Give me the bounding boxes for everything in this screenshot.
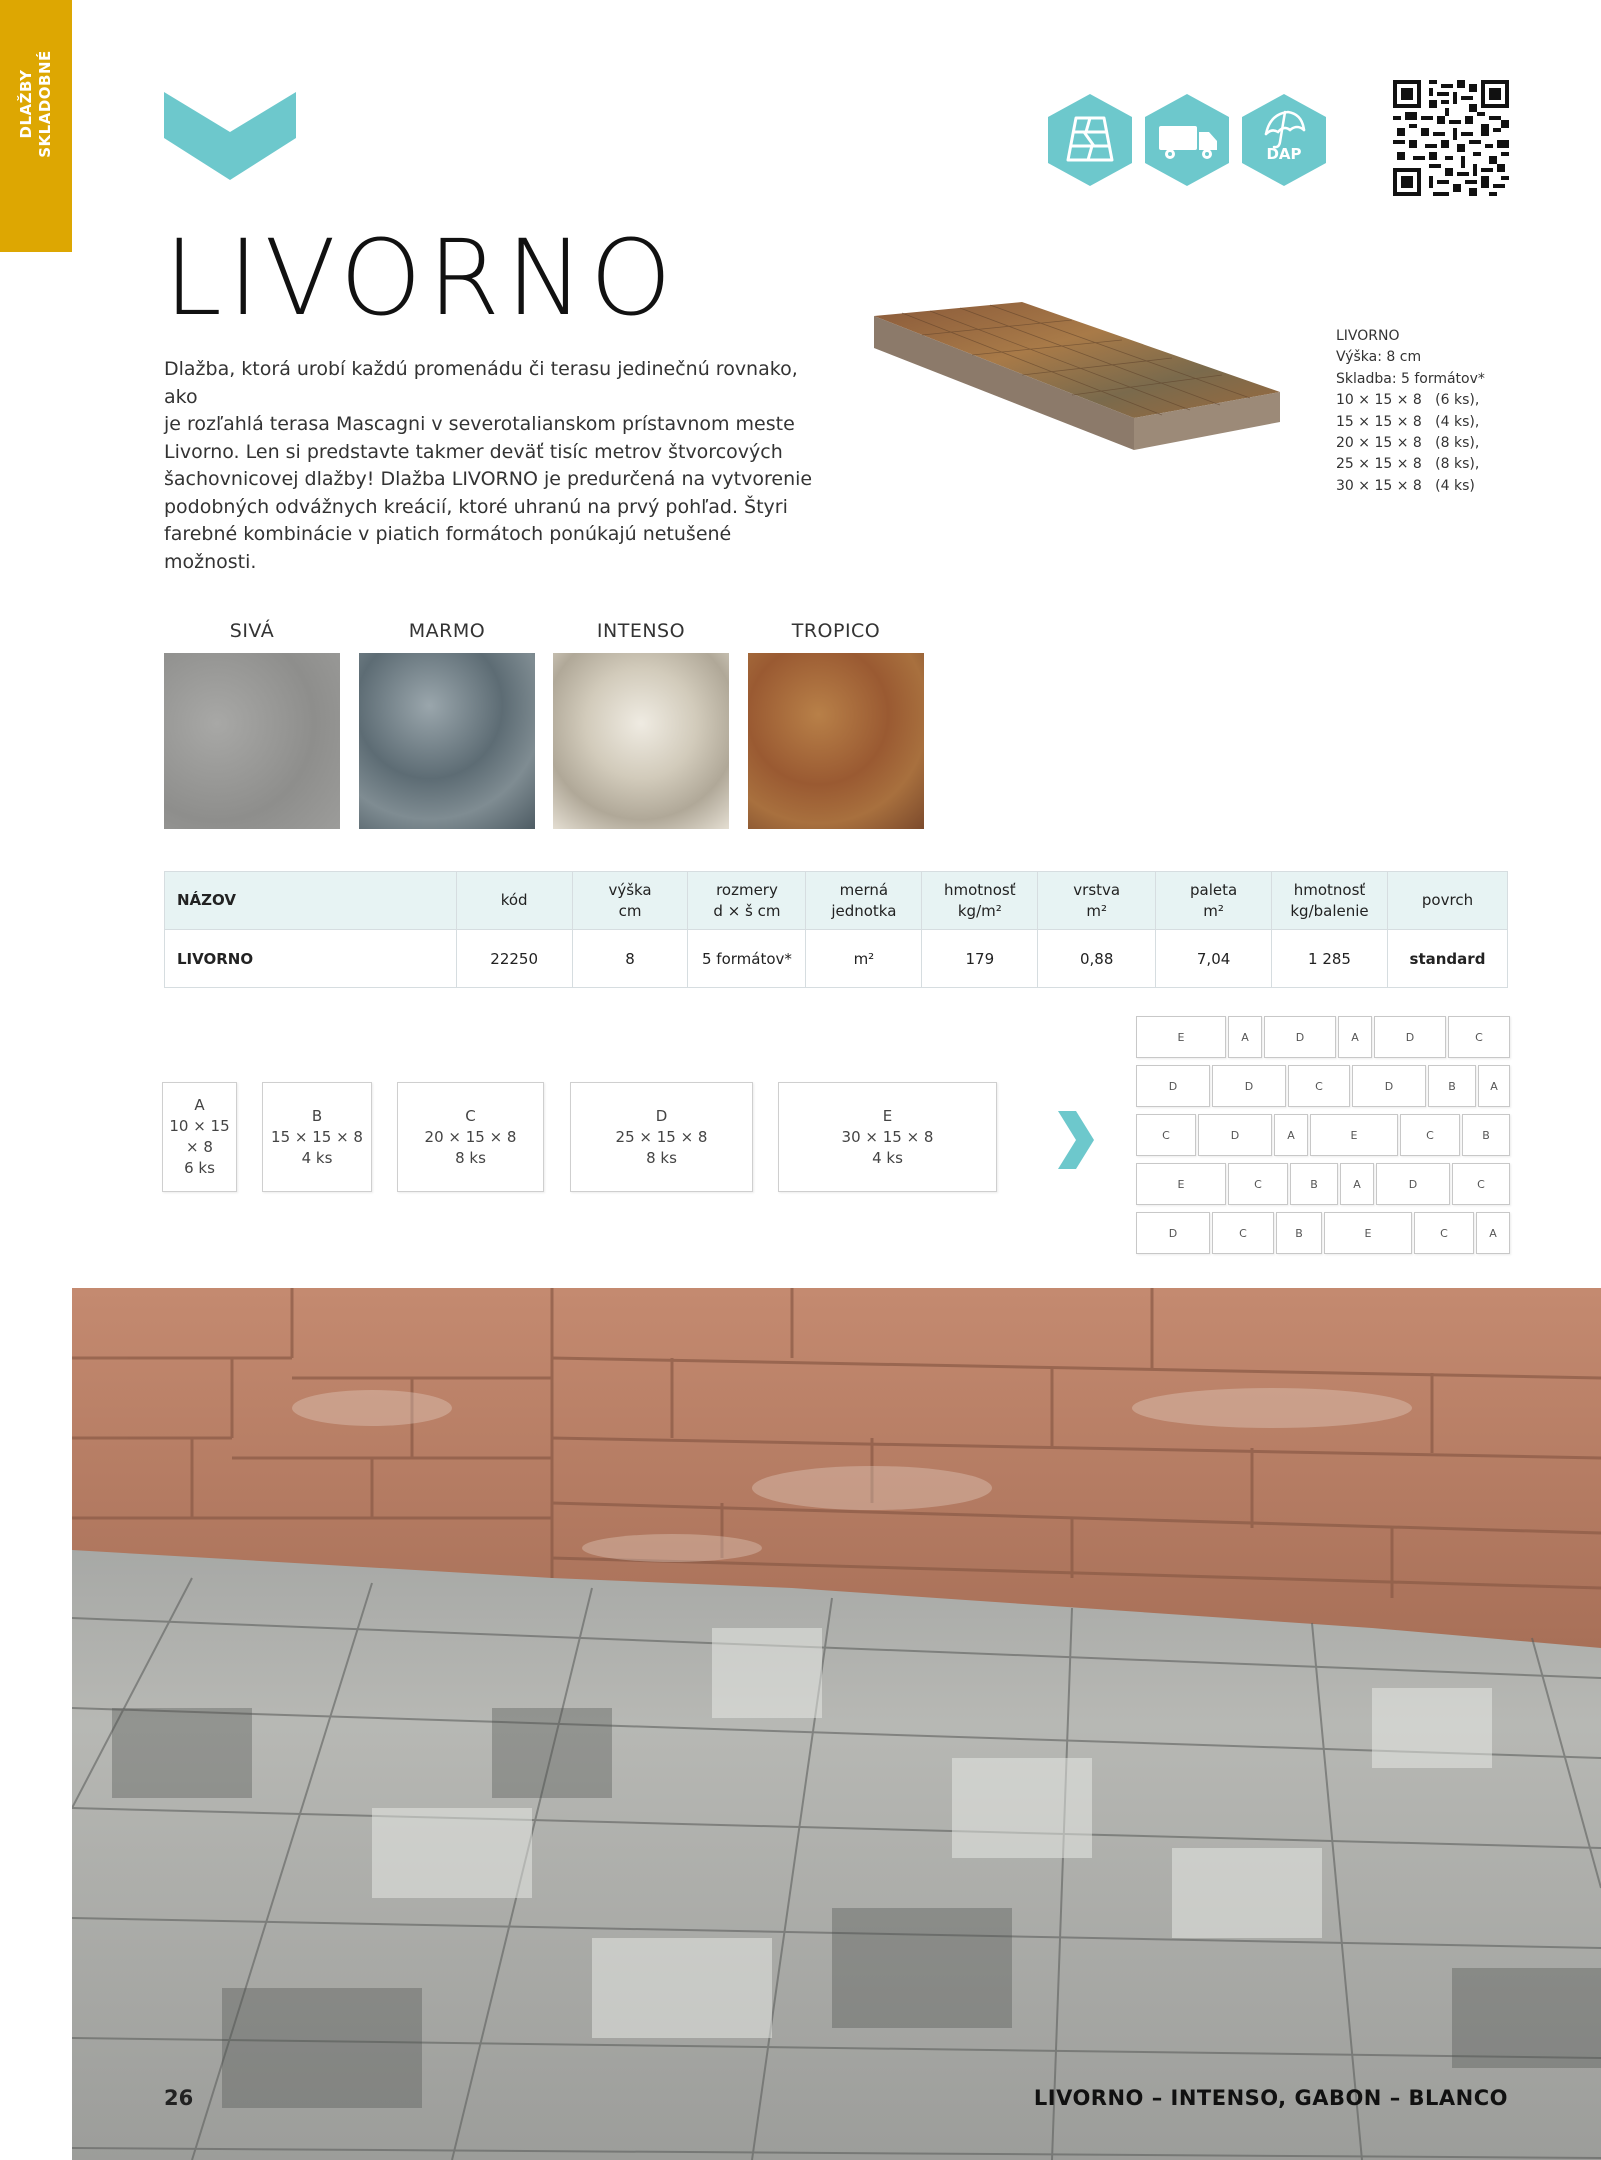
pattern-tile: D <box>1198 1114 1272 1156</box>
format-count: 8 ks <box>455 1148 486 1167</box>
product-table <box>164 871 1508 988</box>
format-size: 10 × 15 × 8 <box>169 1117 230 1156</box>
cell-unit: m² <box>806 930 922 988</box>
th-name: NÁZOV <box>165 872 457 930</box>
pattern-tile: C <box>1448 1016 1510 1058</box>
th-code: kód <box>456 872 572 930</box>
cell-layer: 0,88 <box>1038 930 1156 988</box>
section-tab <box>0 0 72 252</box>
format-box-a <box>162 1082 237 1192</box>
swatch-intenso <box>553 653 729 829</box>
truck-icon <box>1143 92 1231 188</box>
pattern-tile: E <box>1324 1212 1412 1254</box>
swatch-label-siva: SIVÁ <box>229 620 275 642</box>
pattern-tile: A <box>1476 1212 1510 1254</box>
spec-item: 25 × 15 × 8 (8 ks), <box>1336 456 1480 473</box>
spec-item: 15 × 15 × 8 (4 ks), <box>1336 413 1480 430</box>
pattern-tile: A <box>1478 1065 1510 1107</box>
intro-line: Livorno. Len si predstavte takmer deväť tisíc metrov štvorcových <box>164 440 783 463</box>
cell-height: 8 <box>572 930 688 988</box>
spec-item: 10 × 15 × 8 (6 ks), <box>1336 392 1480 409</box>
spec-block <box>1336 326 1556 497</box>
format-box-b <box>262 1082 372 1192</box>
pattern-tile: A <box>1274 1114 1308 1156</box>
format-letter: E <box>882 1106 893 1125</box>
pattern-tile: D <box>1352 1065 1426 1107</box>
pattern-tile: D <box>1264 1016 1336 1058</box>
pattern-tile: A <box>1340 1163 1374 1205</box>
spec-item: 20 × 15 × 8 (8 ks), <box>1336 435 1480 452</box>
format-count: 8 ks <box>646 1148 677 1167</box>
th-weight: hmotnosť kg/m² <box>922 872 1038 930</box>
intro-text <box>164 356 824 576</box>
qr-code-icon <box>1393 80 1509 196</box>
format-box-c <box>397 1082 544 1192</box>
cell-package-weight: 1 285 <box>1272 930 1388 988</box>
format-letter: C <box>465 1106 476 1125</box>
spec-composition: Skladba: 5 formátov* <box>1336 370 1485 387</box>
swatch-label-intenso: INTENSO <box>596 620 686 642</box>
th-layer: vrstva m² <box>1038 872 1156 930</box>
format-count: 6 ks <box>184 1159 215 1177</box>
terrace-photo <box>72 1288 1601 2160</box>
pattern-tile: C <box>1228 1163 1288 1205</box>
th-surface: povrch <box>1387 872 1507 930</box>
swatch-tropico <box>748 653 924 829</box>
pattern-tile: C <box>1400 1114 1460 1156</box>
cell-pallet: 7,04 <box>1156 930 1272 988</box>
page-number: 26 <box>164 2086 194 2110</box>
table-row <box>165 930 1508 988</box>
photo-caption: LIVORNO – INTENSO, GABON – BLANCO <box>1033 2086 1508 2110</box>
cell-surface: standard <box>1387 930 1507 988</box>
spec-height: Výška: 8 cm <box>1336 349 1422 366</box>
pattern-tile: A <box>1338 1016 1372 1058</box>
pattern-tile: C <box>1288 1065 1350 1107</box>
page-title: LIVORNO <box>164 217 678 339</box>
th-height: výška cm <box>572 872 688 930</box>
umbrella-icon <box>1240 92 1328 188</box>
pattern-tile: D <box>1136 1065 1210 1107</box>
chevron-right-icon <box>1056 1111 1096 1169</box>
pattern-tile: B <box>1462 1114 1510 1156</box>
format-size: 20 × 15 × 8 <box>424 1127 517 1146</box>
pattern-tile: E <box>1136 1016 1226 1058</box>
pattern-tile: D <box>1376 1163 1450 1205</box>
pattern-tile: E <box>1310 1114 1398 1156</box>
dap-label: DAP <box>1266 145 1302 163</box>
th-unit: merná jednotka <box>806 872 922 930</box>
pattern-tile: E <box>1136 1163 1226 1205</box>
pattern-tile: B <box>1276 1212 1322 1254</box>
chevron-logo-icon <box>164 92 296 182</box>
spec-item: 30 × 15 × 8 (4 ks) <box>1336 477 1475 494</box>
th-pallet: paleta m² <box>1156 872 1272 930</box>
swatch-label-marmo: MARMO <box>408 620 486 642</box>
format-box-e <box>778 1082 997 1192</box>
th-package-weight: hmotnosť kg/balenie <box>1272 872 1388 930</box>
format-size: 25 × 15 × 8 <box>615 1127 708 1146</box>
spec-title: LIVORNO <box>1336 328 1400 344</box>
intro-line: je rozľahlá terasa Mascagni v severotalianskom prístavnom meste <box>164 413 795 435</box>
intro-line: šachovnicovej dlažby! Dlažba LIVORNO je predurčená na vytvorenie <box>164 468 813 490</box>
format-count: 4 ks <box>301 1148 333 1167</box>
pattern-tile: A <box>1228 1016 1262 1058</box>
section-tab-label <box>17 50 55 158</box>
pattern-tile: C <box>1136 1114 1196 1156</box>
pattern-tile: C <box>1212 1212 1274 1254</box>
laying-pattern <box>1136 1016 1510 1260</box>
format-letter: D <box>655 1106 668 1125</box>
table-header-row <box>165 872 1508 930</box>
paving-pattern-icon <box>1046 92 1134 188</box>
pattern-tile: D <box>1374 1016 1446 1058</box>
pattern-tile: B <box>1290 1163 1338 1205</box>
intro-line: Dlažba, ktorá urobí každú promenádu či terasu jedinečnú rovnako, ako <box>164 358 798 408</box>
cell-name: LIVORNO <box>165 930 457 988</box>
pattern-tile: D <box>1212 1065 1286 1107</box>
swatch-siva <box>164 653 340 829</box>
format-size: 30 × 15 × 8 <box>841 1127 934 1146</box>
intro-line: farebné kombinácie v piatich formátoch ponúkajú netušené možnosti. <box>164 523 732 573</box>
format-box-d <box>570 1082 753 1192</box>
pattern-tile: C <box>1452 1163 1510 1205</box>
intro-line: podobných odvážnych kreácií, ktoré uhranú na prvý pohľad. Štyri <box>164 495 788 518</box>
cell-code: 22250 <box>456 930 572 988</box>
cell-dimensions: 5 formátov* <box>688 930 806 988</box>
product-image <box>872 300 1282 510</box>
format-size: 15 × 15 × 8 <box>271 1127 363 1146</box>
pattern-tile: D <box>1136 1212 1210 1254</box>
format-letter: A <box>194 1096 205 1114</box>
swatch-marmo <box>359 653 535 829</box>
th-dimensions: rozmery d × š cm <box>688 872 806 930</box>
swatch-label-tropico: TROPICO <box>791 620 881 642</box>
format-letter: B <box>311 1106 323 1125</box>
format-count: 4 ks <box>872 1148 903 1167</box>
cell-weight: 179 <box>922 930 1038 988</box>
pattern-tile: C <box>1414 1212 1474 1254</box>
section-tab-line1: DLAŽBY <box>17 69 35 139</box>
pattern-tile: B <box>1428 1065 1476 1107</box>
section-tab-line2: SKLADOBNÉ <box>36 50 54 158</box>
